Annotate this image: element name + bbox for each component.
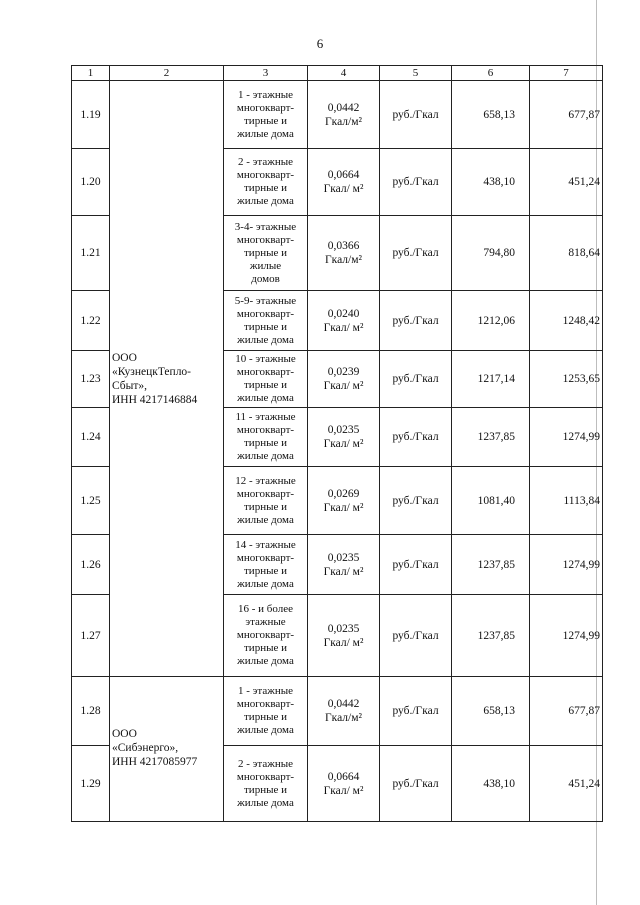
unit-cell: руб./Гкал bbox=[380, 81, 452, 149]
tariff-col-6: 1217,14 bbox=[452, 351, 530, 408]
tariff-col-6: 658,13 bbox=[452, 677, 530, 746]
norm-value: 0,0442 Гкал/м² bbox=[308, 677, 380, 746]
unit-cell: руб./Гкал bbox=[380, 677, 452, 746]
tariff-col-6: 658,13 bbox=[452, 81, 530, 149]
building-type: 1 - этажные многокварт- тирные и жилые дома bbox=[224, 677, 308, 746]
tariff-col-6: 1237,85 bbox=[452, 408, 530, 467]
row-number: 1.26 bbox=[72, 535, 110, 595]
tariff-col-7: 818,64 bbox=[530, 216, 603, 291]
norm-value: 0,0664 Гкал/ м² bbox=[308, 149, 380, 216]
header-row bbox=[72, 66, 603, 81]
row-number: 1.21 bbox=[72, 216, 110, 291]
building-type: 2 - этажные многокварт- тирные и жилые дома bbox=[224, 149, 308, 216]
building-type: 12 - этажные многокварт- тирные и жилые дома bbox=[224, 467, 308, 535]
tariff-col-6: 794,80 bbox=[452, 216, 530, 291]
norm-value: 0,0664 Гкал/ м² bbox=[308, 746, 380, 822]
tariff-col-7: 1274,99 bbox=[530, 535, 603, 595]
row-number: 1.20 bbox=[72, 149, 110, 216]
building-type: 5-9- этажные многокварт- тирные и жилые дома bbox=[224, 291, 308, 351]
header-col-5: 5 bbox=[380, 66, 452, 81]
tariff-table bbox=[71, 65, 603, 822]
norm-value: 0,0235 Гкал/ м² bbox=[308, 595, 380, 677]
unit-cell: руб./Гкал bbox=[380, 216, 452, 291]
tariff-col-7: 451,24 bbox=[530, 746, 603, 822]
row-number: 1.23 bbox=[72, 351, 110, 408]
norm-value: 0,0269 Гкал/ м² bbox=[308, 467, 380, 535]
tariff-col-6: 438,10 bbox=[452, 149, 530, 216]
row-number: 1.19 bbox=[72, 81, 110, 149]
building-type: 2 - этажные многокварт- тирные и жилые дома bbox=[224, 746, 308, 822]
unit-cell: руб./Гкал bbox=[380, 535, 452, 595]
organization-cell: ООО «КузнецкТепло- Сбыт», ИНН 4217146884 bbox=[110, 81, 224, 677]
header-col-7: 7 bbox=[530, 66, 603, 81]
unit-cell: руб./Гкал bbox=[380, 408, 452, 467]
building-type: 1 - этажные многокварт- тирные и жилые дома bbox=[224, 81, 308, 149]
norm-value: 0,0366 Гкал/м² bbox=[308, 216, 380, 291]
table-body bbox=[72, 81, 603, 822]
norm-value: 0,0239 Гкал/ м² bbox=[308, 351, 380, 408]
tariff-col-7: 677,87 bbox=[530, 677, 603, 746]
row-number: 1.27 bbox=[72, 595, 110, 677]
unit-cell: руб./Гкал bbox=[380, 351, 452, 408]
tariff-col-7: 1248,42 bbox=[530, 291, 603, 351]
page-number: 6 bbox=[316, 36, 324, 51]
tariff-col-7: 1274,99 bbox=[530, 408, 603, 467]
tariff-col-6: 1237,85 bbox=[452, 595, 530, 677]
unit-cell: руб./Гкал bbox=[380, 595, 452, 677]
tariff-col-7: 677,87 bbox=[530, 81, 603, 149]
header-col-4: 4 bbox=[308, 66, 380, 81]
header-col-3: 3 bbox=[224, 66, 308, 81]
tariff-col-7: 1113,84 bbox=[530, 467, 603, 535]
row-number: 1.28 bbox=[72, 677, 110, 746]
norm-value: 0,0240 Гкал/ м² bbox=[308, 291, 380, 351]
building-type: 16 - и более этажные многокварт- тирные и жилые дома bbox=[224, 595, 308, 677]
building-type: 11 - этажные многокварт- тирные и жилые дома bbox=[224, 408, 308, 467]
tariff-col-6: 1081,40 bbox=[452, 467, 530, 535]
tariff-col-7: 451,24 bbox=[530, 149, 603, 216]
header-col-6: 6 bbox=[452, 66, 530, 81]
row-number: 1.29 bbox=[72, 746, 110, 822]
tariff-col-6: 1237,85 bbox=[452, 535, 530, 595]
tariff-col-7: 1274,99 bbox=[530, 595, 603, 677]
building-type: 10 - этажные многокварт- тирные и жилые дома bbox=[224, 351, 308, 408]
norm-value: 0,0442 Гкал/м² bbox=[308, 81, 380, 149]
table-row bbox=[72, 81, 603, 149]
header-col-2: 2 bbox=[110, 66, 224, 81]
norm-value: 0,0235 Гкал/ м² bbox=[308, 408, 380, 467]
tariff-col-7: 1253,65 bbox=[530, 351, 603, 408]
unit-cell: руб./Гкал bbox=[380, 291, 452, 351]
norm-value: 0,0235 Гкал/ м² bbox=[308, 535, 380, 595]
unit-cell: руб./Гкал bbox=[380, 149, 452, 216]
row-number: 1.24 bbox=[72, 408, 110, 467]
unit-cell: руб./Гкал bbox=[380, 467, 452, 535]
header-col-1: 1 bbox=[72, 66, 110, 81]
row-number: 1.25 bbox=[72, 467, 110, 535]
tariff-col-6: 438,10 bbox=[452, 746, 530, 822]
building-type: 3-4- этажные многокварт- тирные и жилые домов bbox=[224, 216, 308, 291]
building-type: 14 - этажные многокварт- тирные и жилые дома bbox=[224, 535, 308, 595]
table-row bbox=[72, 677, 603, 746]
unit-cell: руб./Гкал bbox=[380, 746, 452, 822]
organization-cell: ООО «Сибэнерго», ИНН 4217085977 bbox=[110, 677, 224, 822]
tariff-col-6: 1212,06 bbox=[452, 291, 530, 351]
row-number: 1.22 bbox=[72, 291, 110, 351]
